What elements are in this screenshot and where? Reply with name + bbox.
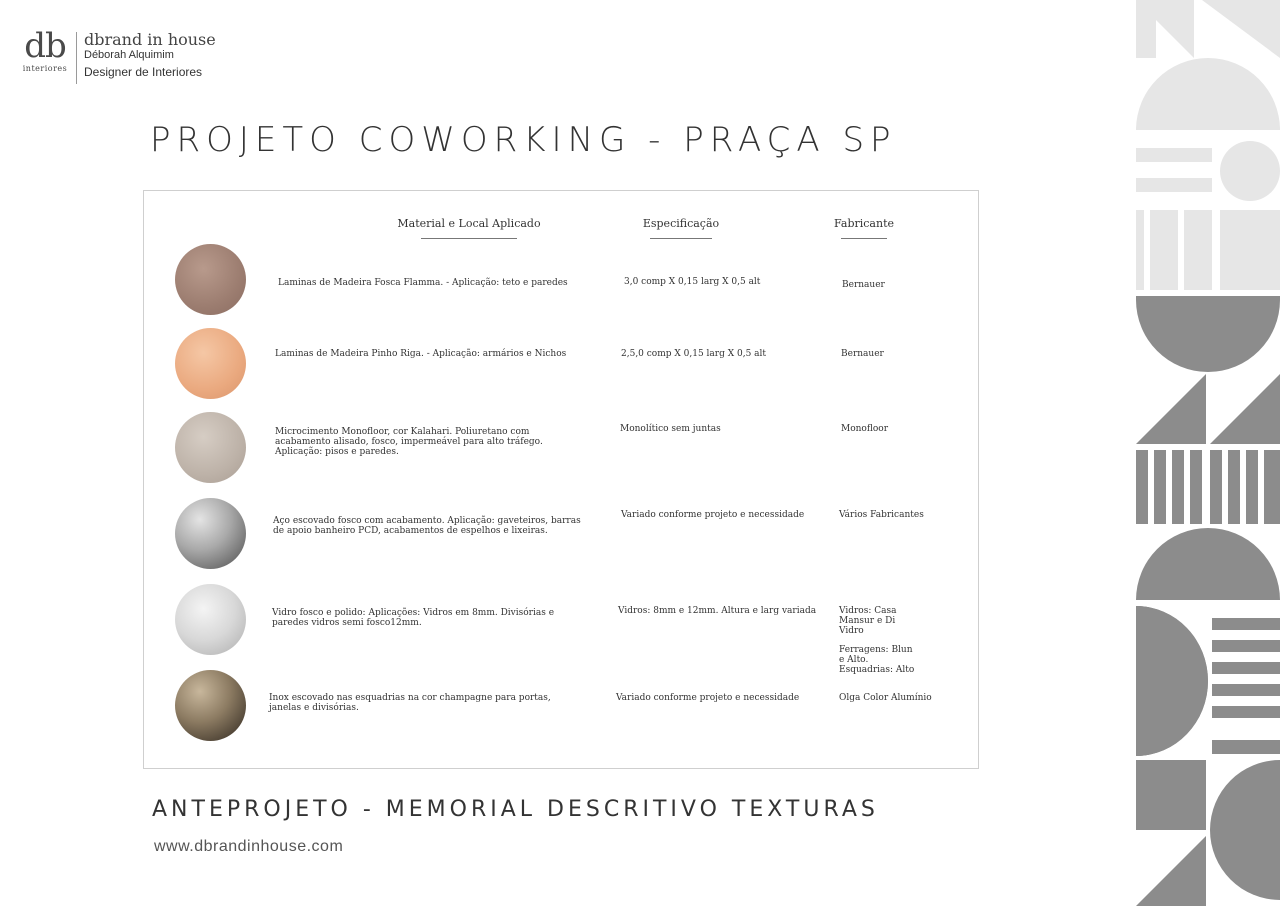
row-manufacturer: Vários Fabricantes — [839, 510, 924, 520]
texture-table — [143, 190, 979, 769]
row-specification: 3,0 comp X 0,15 larg X 0,5 alt — [624, 277, 761, 287]
row-manufacturer: Bernauer — [842, 280, 885, 290]
logo-divider — [76, 32, 77, 84]
brand-name: dbrand in house — [84, 30, 216, 49]
row-material: Laminas de Madeira Fosca Flamma. - Aplicação: teto e paredes — [278, 278, 568, 288]
row-specification: Monolítico sem juntas — [620, 424, 721, 434]
designer-role: Designer de Interiores — [84, 65, 203, 79]
row-manufacturer: Olga Color Alumínio — [839, 693, 932, 703]
website-link[interactable]: www.dbrandinhouse.com — [154, 838, 344, 855]
texture-swatch-wood-pinho — [175, 328, 246, 399]
page-title: PROJETO COWORKING - PRAÇA SP — [150, 120, 897, 160]
header-manufacturer: Fabricante — [824, 217, 904, 239]
texture-swatch-brushed-steel — [175, 498, 246, 569]
row-material: Vidro fosco e polido: Aplicações: Vidros em 8mm. Divisórias e paredes vidros semi fosco12mm. — [272, 608, 555, 628]
row-material: Microcimento Monofloor, cor Kalahari. Poliuretano com acabamento alisado, fosco, impermeável para alto tráfego. Aplicação: pisos e paredes. — [275, 427, 543, 457]
texture-swatch-glass — [175, 584, 246, 655]
row-specification: Variado conforme projeto e necessidade — [621, 510, 805, 520]
texture-swatch-microcement — [175, 412, 246, 483]
logo-text — [84, 32, 216, 82]
row-specification: Vidros: 8mm e 12mm. Altura e larg variada — [618, 606, 817, 616]
logo-mark-sub: interiores — [22, 64, 68, 73]
row-manufacturer: Monofloor — [841, 424, 888, 434]
page-subtitle: ANTEPROJETO - MEMORIAL DESCRITIVO TEXTURAS — [152, 797, 879, 822]
row-material: Inox escovado nas esquadrias na cor champagne para portas, janelas e divisórias. — [269, 693, 551, 713]
logo-mark-letters: db — [24, 26, 66, 66]
row-material: Aço escovado fosco com acabamento. Aplicação: gaveteiros, barras de apoio banheiro PCD, acabamentos de espelhos e lixeiras. — [273, 516, 581, 536]
row-manufacturer: Vidros: Casa Mansur e Di Vidro — [839, 606, 897, 636]
row-specification: 2,5,0 comp X 0,15 larg X 0,5 alt — [621, 349, 767, 359]
row-specification: Variado conforme projeto e necessidade — [616, 693, 800, 703]
logo-mark — [22, 28, 68, 73]
geometric-pattern — [1136, 0, 1280, 906]
row-manufacturer-extra: Ferragens: Blun e Alto. Esquadrias: Alto — [839, 645, 915, 675]
header-specification: Especificação — [624, 217, 738, 239]
designer-name: Déborah Alquimim — [84, 49, 174, 61]
texture-swatch-champagne-inox — [175, 670, 246, 741]
row-material: Laminas de Madeira Pinho Riga. - Aplicação: armários e Nichos — [275, 349, 567, 359]
texture-swatch-wood-flamma — [175, 244, 246, 315]
row-manufacturer: Bernauer — [841, 349, 884, 359]
header-material: Material e Local Aplicado — [354, 217, 584, 239]
